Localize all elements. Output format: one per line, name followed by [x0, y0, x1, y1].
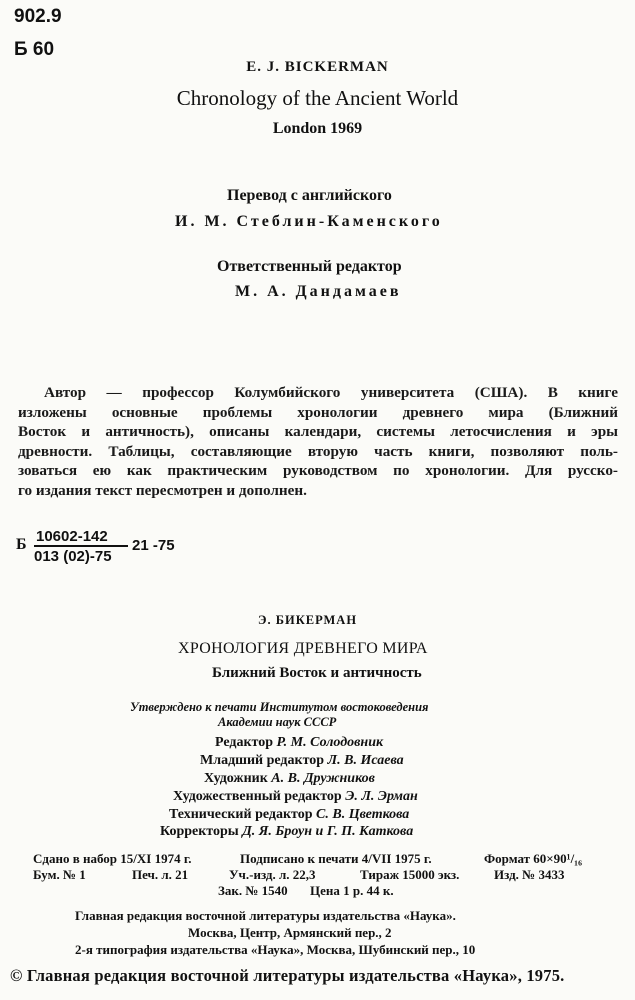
annotation-line: Автор — профессор Колумбийского университета (США). В книге	[44, 384, 618, 401]
print-submitted: Сдано в набор 15/XI 1974 г.	[33, 851, 192, 866]
approval-line: Утверждено к печати Институтом востоковедения	[130, 700, 429, 714]
print-price: Цена 1 р. 44 к.	[310, 883, 394, 898]
approval-line: Академии наук СССР	[218, 715, 337, 729]
credit-row	[200, 753, 404, 769]
annotation-line: го издания текст пересмотрен и дополнен.	[18, 481, 307, 499]
publisher-line: 2-я типография издательства «Наука», Москва, Шубинский пер., 10	[75, 942, 476, 957]
original-author: E. J. BICKERMAN	[246, 59, 389, 75]
credit-role: Художественный редактор	[173, 789, 342, 804]
print-run: Тираж 15000 экз.	[360, 867, 460, 882]
print-sheets: Печ. л. 21	[132, 867, 189, 882]
credit-name: Л. В. Исаева	[327, 753, 404, 768]
credit-row	[215, 735, 383, 751]
annotation-line: изложены основные проблемы хронологии древнего мира (Ближний	[18, 403, 618, 421]
credit-row	[160, 824, 413, 840]
annotation-line: древности. Таблицы, составляющие вторую часть книги, позволяют поль-	[18, 442, 618, 460]
credit-role: Младший редактор	[200, 753, 325, 768]
translator-name: И. М. Стеблин-Каменского	[175, 213, 443, 230]
credit-role: Технический редактор	[169, 807, 313, 822]
ru-author: Э. БИКЕРМАН	[258, 613, 358, 627]
credit-role: Корректоры	[160, 824, 239, 839]
publisher-line: Москва, Центр, Армянский пер., 2	[188, 925, 392, 940]
index-denominator: 013 (02)-75	[34, 548, 112, 565]
credit-role: Художник	[204, 771, 268, 786]
print-format: Формат 60×90¹/₁₆	[484, 851, 582, 866]
credit-name: А. В. Дружников	[271, 771, 375, 786]
credit-role: Редактор	[215, 735, 274, 750]
print-order: Зак. № 1540	[218, 883, 288, 898]
print-paper: Бум. № 1	[33, 867, 86, 882]
publisher-line: Главная редакция восточной литературы издательства «Наука».	[75, 908, 456, 923]
credit-row	[169, 807, 409, 823]
credit-row	[204, 771, 375, 787]
credit-row	[173, 789, 418, 805]
copyright-line: © Главная редакция восточной литературы издательства «Наука», 1975.	[10, 966, 565, 985]
editor-name: М. А. Дандамаев	[235, 283, 402, 300]
call-number: 902.9	[14, 6, 62, 27]
ru-title: ХРОНОЛОГИЯ ДРЕВНЕГО МИРА	[178, 640, 428, 657]
ru-subtitle: Ближний Восток и античность	[212, 665, 422, 681]
annotation-line: зоваться ею как практическим руководством по хронологии. Для русско-	[18, 462, 618, 480]
original-imprint: London 1969	[272, 120, 363, 137]
call-code: Б 60	[14, 39, 55, 60]
annotation-line: Восток и античность), описаны календари, системы летосчисления и эры	[18, 423, 618, 441]
translation-label: Перевод с английского	[227, 187, 392, 204]
editor-label: Ответственный редактор	[217, 258, 402, 275]
index-suffix: 21 -75	[132, 537, 175, 554]
credit-name: С. В. Цветкова	[316, 807, 410, 822]
credit-name: Д. Я. Броун и Г. П. Каткова	[242, 824, 414, 839]
index-fraction-bar	[34, 545, 128, 547]
print-pub-number: Изд. № 3433	[494, 867, 565, 882]
credit-name: Э. Л. Эрман	[345, 789, 418, 804]
index-numerator: 10602-142	[36, 528, 108, 545]
annotation	[18, 383, 618, 501]
index-prefix: Б	[16, 536, 27, 553]
print-signed: Подписано к печати 4/VII 1975 г.	[240, 851, 432, 866]
print-pub-sheets: Уч.-изд. л. 22,3	[229, 867, 316, 882]
credit-name: Р. М. Солодовник	[276, 735, 384, 750]
original-title: Chronology of the Ancient World	[176, 86, 459, 110]
